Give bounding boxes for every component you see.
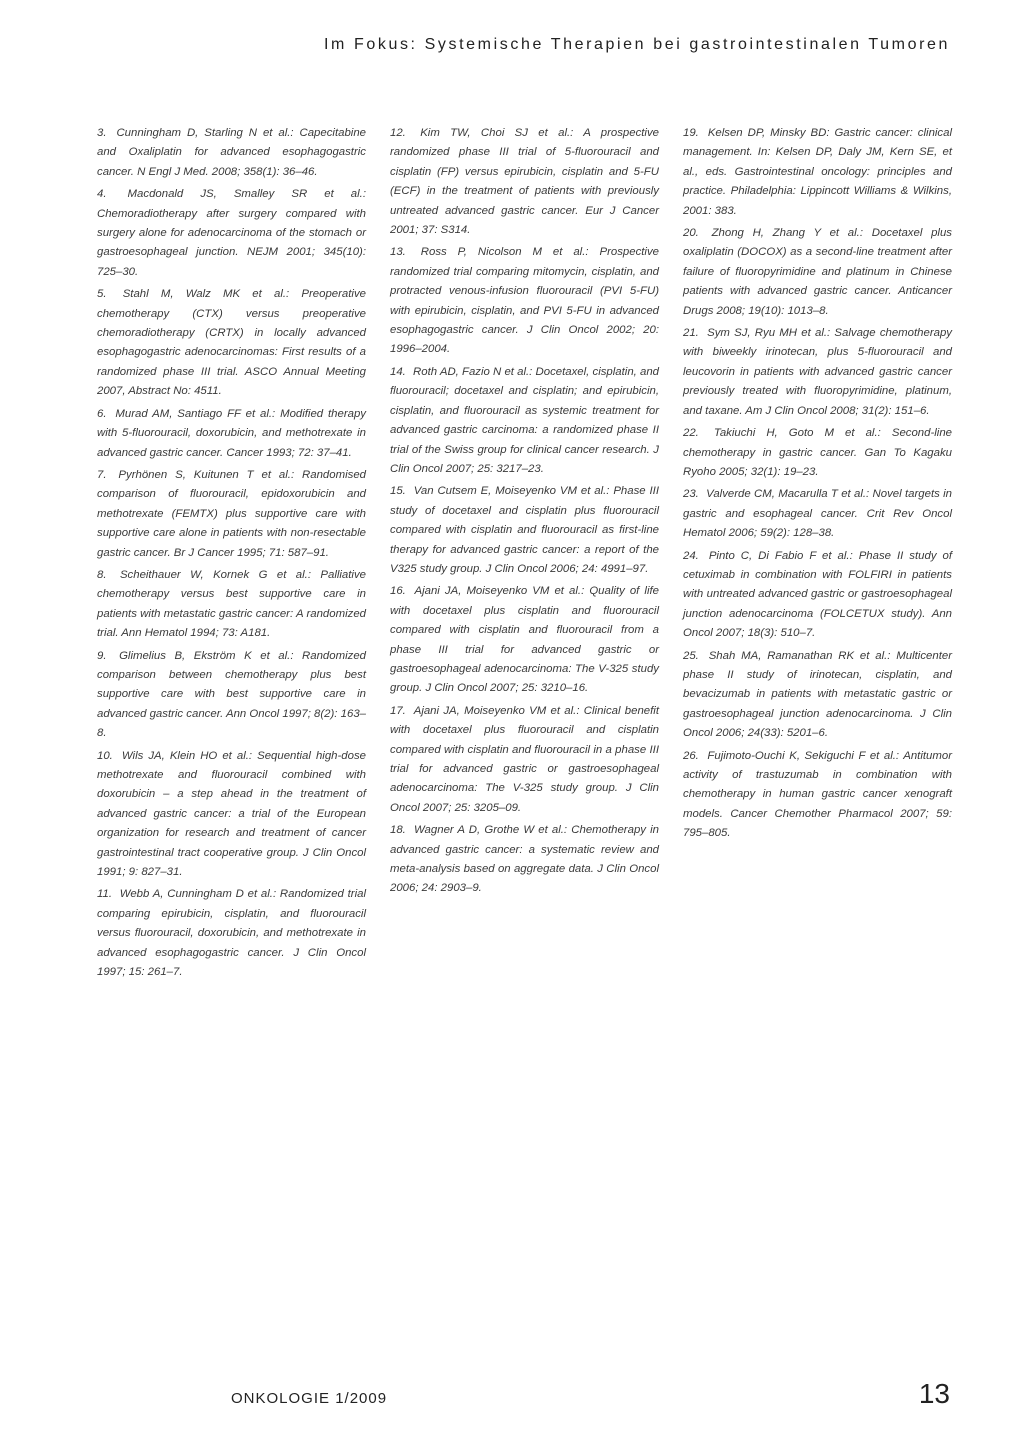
reference-column-3 [683, 124, 952, 985]
reference-text: Kelsen DP, Minsky BD: Gastric cancer: clinical management. In: Kelsen DP, Daly JM, Kern SE, et al., eds. Gastrointestinal oncology: principles and practice. Philadelphia: Lippincott Williams & Wilkins, 2001: 383. [683, 127, 952, 217]
reference-entry [97, 566, 366, 644]
reference-number: 6. [97, 407, 107, 420]
reference-number: 22. [683, 427, 699, 440]
reference-text: Fujimoto-Ouchi K, Sekiguchi F et al.: Antitumor activity of trastuzumab in combination with chemotherapy in human gastric cancer xenograft models. Cancer Chemother Pharmacol 2007; 59: 795–805. [683, 749, 952, 840]
reference-entry [390, 702, 659, 818]
reference-text: Ajani JA, Moiseyenko VM et al.: Clinical benefit with docetaxel plus fluorouracil and cisplatin compared with cisplatin and fluorouracil in a phase III trial for advanced gastric or gastroesophageal adenocarcinoma: The V-325 study group. J Clin Oncol 2007; 25: 3205–09. [390, 704, 659, 814]
reference-number: 16. [390, 585, 406, 598]
reference-text: Zhong H, Zhang Y et al.: Docetaxel plus oxaliplatin (DOCOX) as a second-line treatment after failure of fluoropyrimidine and platinum in Chinese patients with advanced gastric cancer. Anticancer Drugs 2008; 19(10): 1013–8. [683, 227, 952, 317]
reference-entry [390, 243, 659, 359]
reference-number: 19. [683, 127, 699, 139]
reference-number: 9. [97, 649, 107, 662]
reference-column-2 [390, 124, 659, 985]
reference-entry [97, 405, 366, 463]
reference-entry [683, 324, 952, 421]
reference-entry [683, 747, 952, 844]
reference-entry [390, 582, 659, 698]
reference-entry [97, 747, 366, 883]
reference-text: Webb A, Cunningham D et al.: Randomized trial comparing epirubicin, cisplatin, and fluorouracil versus fluorouracil, doxorubicin, and methotrexate in advanced esophagogastric cancer. J Clin Oncol 1997; 15: 261–7. [97, 888, 367, 979]
reference-entry [683, 647, 952, 744]
reference-number: 7. [97, 468, 107, 481]
reference-number: 14. [390, 365, 406, 378]
reference-entry [683, 224, 952, 321]
running-head: Im Fokus: Systemische Therapien bei gastrointestinalen Tumoren [323, 36, 950, 53]
page-number: 13 [918, 1378, 950, 1409]
reference-entry [683, 124, 952, 221]
reference-entry [97, 885, 366, 982]
reference-entry [390, 363, 659, 479]
reference-text: Stahl M, Walz MK et al.: Preoperative chemotherapy (CTX) versus preoperative chemoradiotherapy (CRTX) in locally advanced esophagogastric adenocarcinomas: First results of a randomized phase III trial. ASCO Annual Meeting 2007, Abstract No: 4511. [97, 288, 366, 398]
reference-text: Cunningham D, Starling N et al.: Capecitabine and Oxaliplatin for advanced esophagogastric cancer. N Engl J Med. 2008; 358(1): 36–46. [97, 127, 366, 178]
reference-text: Roth AD, Fazio N et al.: Docetaxel, cisplatin, and fluorouracil; docetaxel and cisplatin; and epirubicin, cisplatin, and fluorouracil as systemic treatment for advanced gastric carcinoma: a randomized phase II trial of the Swiss group for clinical cancer research. J Clin Oncol 2007; 25: 3217–23. [390, 365, 659, 475]
reference-text: Macdonald JS, Smalley SR et al.: Chemoradiotherapy after surgery compared with surgery alone for adenocarcinoma of the stomach or gastroesophageal junction. NEJM 2001; 345(10): 725–30. [97, 188, 366, 278]
reference-number: 8. [97, 568, 107, 581]
reference-text: Van Cutsem E, Moiseyenko VM et al.: Phase III study of docetaxel and cisplatin plus fluorouracil compared with cisplatin and fluorouracil as first-line therapy for advanced gastric cancer: a report of the V325 study group. J Clin Oncol 2006; 24: 4991–97. [390, 485, 659, 575]
reference-entry [97, 285, 366, 401]
reference-entry [97, 185, 366, 282]
reference-number: 23. [683, 488, 699, 501]
reference-number: 17. [390, 704, 406, 717]
reference-number: 3. [97, 127, 107, 139]
footer-journal-issue: ONKOLOGIE 1/2009 [231, 1390, 388, 1407]
reference-text: Pyrhönen S, Kuitunen T et al.: Randomised comparison of fluorouracil, epidoxorubicin and methotrexate (FEMTX) plus supportive care with supportive care alone in patients with non-resectable gastric cancer. Br J Cancer 1995; 71: 587–91. [97, 468, 366, 559]
reference-text: Shah MA, Ramanathan RK et al.: Multicenter phase II study of irinotecan, cisplatin, and bevacizumab in patients with metastatic gastric or gastroesophageal junction adenocarcinoma. J Clin Oncol 2006; 24(33): 5201–6. [683, 649, 952, 740]
reference-text: Ajani JA, Moiseyenko VM et al.: Quality of life with docetaxel plus cisplatin and fluorouracil compared with cisplatin and fluorouracil from a phase III trial for advanced gastric or gastroesophageal adenocarcinoma: The V-325 study group. J Clin Oncol 2007; 25: 3210–16. [390, 585, 659, 695]
reference-text: Scheithauer W, Kornek G et al.: Palliative chemotherapy versus best supportive care in patients with metastatic gastric cancer: A randomized trial. Ann Hematol 1994; 73: A181. [97, 568, 366, 640]
reference-column-1 [97, 124, 366, 985]
reference-entry [683, 547, 952, 644]
reference-number: 12. [390, 127, 406, 139]
reference-text: Murad AM, Santiago FF et al.: Modified therapy with 5-fluorouracil, doxorubicin, and methotrexate in advanced gastric cancer. Cancer 1993; 72: 37–41. [97, 407, 366, 459]
reference-entry [390, 124, 659, 240]
reference-number: 26. [683, 749, 699, 762]
reference-entry [683, 424, 952, 482]
reference-text: Ross P, Nicolson M et al.: Prospective randomized trial comparing mitomycin, cisplatin, and protracted venous-infusion fluorouracil (PVI 5-FU) with epirubicin, cisplatin, and PVI 5-FU in advanced esophagogastric cancer. J Clin Oncol 2002; 20: 1996–2004. [390, 246, 659, 356]
reference-number: 25. [683, 649, 699, 662]
reference-number: 4. [97, 188, 107, 201]
reference-entry [390, 821, 659, 899]
reference-number: 13. [390, 246, 406, 259]
reference-text: Wils JA, Klein HO et al.: Sequential high-dose methotrexate and fluorouracil combined with doxorubicin – a step ahead in the treatment of advanced gastric cancer: a trial of the European organization for research and treatment of cancer gastrointestinal tract cooperative group. J Clin Oncol 1991; 9: 827–31. [97, 749, 366, 879]
reference-entry [683, 485, 952, 543]
reference-text: Glimelius B, Ekström K et al.: Randomized comparison between chemotherapy plus best supportive care with best supportive care in advanced gastric cancer. Ann Oncol 1997; 8(2): 163–8. [97, 649, 366, 740]
reference-text: Sym SJ, Ryu MH et al.: Salvage chemotherapy with biweekly irinotecan, plus 5-fluorouracil and leucovorin in patients with advanced gastric cancer previously treated with fluoropyrimidine, platinum, and taxane. Am J Clin Oncol 2008; 31(2): 151–6. [683, 327, 953, 417]
reference-number: 18. [390, 824, 406, 837]
reference-entry [97, 124, 366, 182]
reference-number: 24. [683, 549, 699, 562]
reference-entry [97, 647, 366, 744]
reference-text: Kim TW, Choi SJ et al.: A prospective randomized phase III trial of 5-fluorouracil and cisplatin (FP) versus epirubicin, cisplatin and 5-FU (ECF) in the treatment of patients with previously untreated advanced gastric cancer. Eur J Cancer 2001; 37: S314. [390, 127, 659, 237]
reference-text: Takiuchi H, Goto M et al.: Second-line chemotherapy in gastric cancer. Gan To Kagaku Ryoho 2005; 32(1): 19–23. [683, 427, 953, 478]
reference-number: 20. [683, 227, 699, 240]
reference-text: Pinto C, Di Fabio F et al.: Phase II study of cetuximab in combination with FOLFIRI in patients with untreated advanced gastric or gastroesophageal junction adenocarcinoma (FOLCETUX study). Ann Oncol 2007; 18(3): 510–7. [683, 549, 952, 640]
reference-text: Valverde CM, Macarulla T et al.: Novel targets in gastric and esophageal cancer. Crit Rev Oncol Hematol 2006; 59(2): 128–38. [683, 488, 952, 540]
reference-number: 5. [97, 288, 107, 301]
reference-text: Wagner A D, Grothe W et al.: Chemotherapy in advanced gastric cancer: a systematic review and meta-analysis based on aggregate data. J Clin Oncol 2006; 24: 2903–9. [390, 824, 659, 895]
reference-columns [97, 124, 952, 985]
reference-number: 15. [390, 485, 406, 498]
reference-entry [390, 482, 659, 579]
reference-number: 11. [97, 888, 112, 901]
reference-number: 10. [97, 749, 113, 762]
reference-number: 21. [683, 327, 699, 340]
reference-entry [97, 466, 366, 563]
